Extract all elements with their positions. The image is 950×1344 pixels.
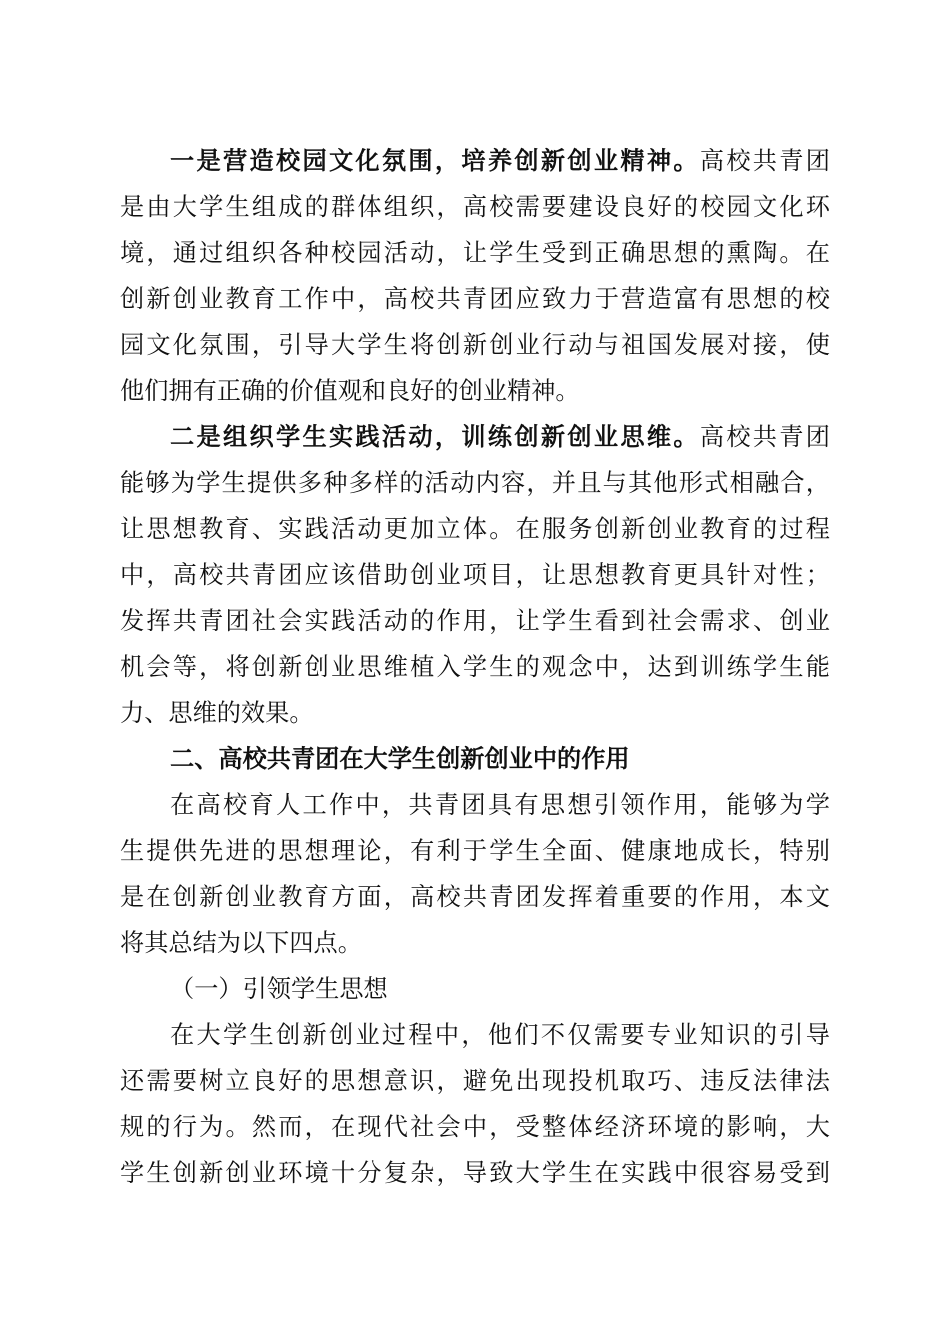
paragraph-4-line-1: 在大学生创新创业过程中，他们不仅需要专业知识的引导: [170, 1021, 830, 1049]
paragraph-4-line-4: 学生创新创业环境十分复杂，导致大学生在实践中很容易受到: [120, 1159, 830, 1187]
paragraph-4-line-3: 规的行为。然而，在现代社会中，受整体经济环境的影响，大: [120, 1113, 830, 1141]
paragraph-1-line-3: 境，通过组织各种校园活动，让学生受到正确思想的熏陶。在: [120, 239, 830, 267]
paragraph-2-line-7: 力、思维的效果。: [120, 699, 314, 727]
paragraph-2-lead: 二是组织学生实践活动，训练创新创业思维。: [170, 422, 700, 451]
paragraph-2-line-3: 让思想教育、实践活动更加立体。在服务创新创业教育的过程: [120, 515, 830, 543]
paragraph-1-line-1: [170, 138, 830, 184]
section-heading: 二、高校共青团在大学生创新创业中的作用: [170, 745, 630, 773]
paragraph-2-line-4: 中，高校共青团应该借助创业项目，让思想教育更具针对性；: [120, 561, 830, 589]
paragraph-2-line-1-text: 高校共青团: [699, 423, 830, 451]
paragraph-4-line-2: 还需要树立良好的思想意识，避免出现投机取巧、违反法律法: [120, 1067, 830, 1095]
paragraph-1-line-1-text: 高校共青团: [699, 147, 830, 175]
paragraph-2-line-6: 机会等，将创新创业思维植入学生的观念中，达到训练学生能: [120, 653, 830, 681]
paragraph-3-line-4: 将其总结为以下四点。: [120, 929, 362, 957]
paragraph-1-line-5: 园文化氛围，引导大学生将创新创业行动与祖国发展对接，使: [120, 331, 830, 359]
paragraph-3-line-1: 在高校育人工作中，共青团具有思想引领作用，能够为学: [170, 791, 830, 819]
paragraph-1-line-2: 是由大学生组成的群体组织，高校需要建设良好的校园文化环: [120, 193, 830, 221]
subsection-heading: （一）引领学生思想: [170, 975, 388, 1003]
paragraph-1-lead: 一是营造校园文化氛围，培养创新创业精神。: [170, 146, 700, 175]
paragraph-2-line-2: 能够为学生提供多种多样的活动内容，并且与其他形式相融合，: [120, 469, 830, 497]
paragraph-2-line-5: 发挥共青团社会实践活动的作用，让学生看到社会需求、创业: [120, 607, 830, 635]
paragraph-1-line-4: 创新创业教育工作中，高校共青团应致力于营造富有思想的校: [120, 285, 830, 313]
paragraph-1-line-6: 他们拥有正确的价值观和良好的创业精神。: [120, 377, 580, 405]
paragraph-2-line-1: [170, 414, 830, 460]
paragraph-3-line-3: 是在创新创业教育方面，高校共青团发挥着重要的作用，本文: [120, 883, 830, 911]
paragraph-3-line-2: 生提供先进的思想理论，有利于学生全面、健康地成长，特别: [120, 837, 830, 865]
